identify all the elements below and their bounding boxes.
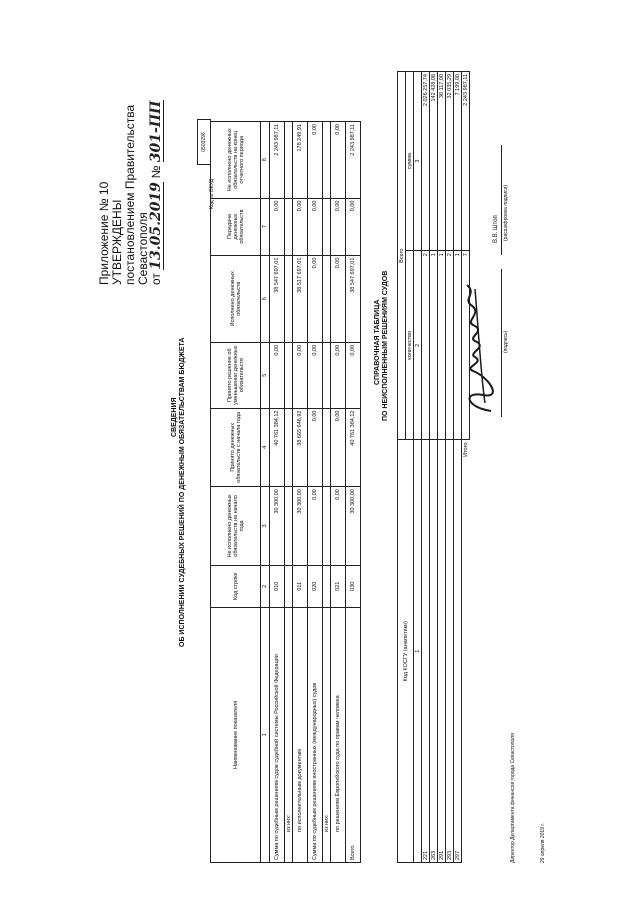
row-code: 011 <box>293 565 308 607</box>
name-caption: (расшифровка подписи) <box>503 184 509 241</box>
row-c3: 30 300,00 <box>293 487 308 566</box>
table-row <box>446 72 454 863</box>
approval-line-3: постановлением Правительства <box>123 104 137 285</box>
okud-label: Код по ОКУД <box>209 179 215 209</box>
name-line <box>501 145 502 255</box>
table-row <box>323 122 331 863</box>
row-name: из них: <box>285 607 293 862</box>
row-code: 010 <box>270 565 285 607</box>
row-c7: 0,00 <box>346 198 361 255</box>
row-c6: 38 547 697,01 <box>270 255 285 342</box>
header-col5: Принято решение об уменьшении денежных обязательств <box>211 342 261 408</box>
row-c5: 0,00 <box>308 342 323 408</box>
ref-header-row <box>398 72 406 863</box>
row-c6: 38 517 697,01 <box>293 255 308 342</box>
colnum: 2 <box>414 251 422 440</box>
ref-subtitle: ПО НЕИСПОЛНЕННЫМ РЕШЕНИЯМ СУДОВ <box>382 270 389 421</box>
row-name: по решениям Европейского суда по правам человека <box>331 607 346 862</box>
colnum: 5 <box>261 342 270 408</box>
signature-image <box>455 277 501 417</box>
approval-number: 301-ПП <box>148 100 164 163</box>
table-row <box>308 122 323 863</box>
date-prefix: от <box>149 273 163 285</box>
ref-sum: 2 026 257,74 <box>422 72 430 251</box>
colnum: 7 <box>261 198 270 255</box>
ref-sum: 32 035,29 <box>446 72 454 251</box>
ref-code: 291 <box>438 440 446 863</box>
ref-qty: 1 <box>454 251 462 440</box>
table-row <box>346 122 361 863</box>
header-name: Наименование показателя <box>211 607 261 862</box>
row-name: Сумма по судебным решениям судов судебной системы Российской Федерации <box>270 607 285 862</box>
ref-total-qty: 7 <box>462 251 470 440</box>
header-col4: Принято денежных обязательств с начала года <box>211 408 261 487</box>
row-c3: 0,00 <box>308 487 323 566</box>
header-col6: Исполнено денежных обязательств <box>211 255 261 342</box>
table-row <box>270 122 285 863</box>
row-name: по исполнительным документам <box>293 607 308 862</box>
approval-line-2: УТВЕРЖДЕНЫ <box>110 199 124 285</box>
row-code: 021 <box>331 565 346 607</box>
row-c8: 0,00 <box>331 122 346 199</box>
signature-line <box>501 269 502 417</box>
report-date: 29 апреля 2019 г. <box>540 823 546 863</box>
header-col8: Не исполнено денежных обязательств на конец отчетного периода <box>211 122 261 199</box>
main-table <box>210 121 361 863</box>
row-c8: 2 243 987,11 <box>270 122 285 199</box>
row-c5: 0,00 <box>270 342 285 408</box>
signatory-name: В.В. Штоп <box>493 215 499 243</box>
row-c4: 40 761 384,12 <box>346 408 361 487</box>
ref-total-label: Итого <box>462 440 470 863</box>
row-c7: 0,00 <box>331 198 346 255</box>
ref-qty: 2 <box>422 251 430 440</box>
number-prefix: № <box>149 165 163 179</box>
row-c8: 0,00 <box>308 122 323 199</box>
table-row <box>422 72 430 863</box>
okud-code: 0503296 <box>197 119 211 165</box>
row-c3: 0,00 <box>331 487 346 566</box>
approval-line-1: Приложение № 10 <box>97 181 111 285</box>
ref-table <box>397 71 470 863</box>
row-c4: 0,00 <box>331 408 346 487</box>
ref-qty: 1 <box>438 251 446 440</box>
colnum: 1 <box>261 607 270 862</box>
ref-header-qty: количество <box>406 251 414 440</box>
row-c7: 0,00 <box>270 198 285 255</box>
report-title: СВЕДЕНИЯ <box>171 397 178 437</box>
ref-header-kosgu: Код КОСГУ (аналитики) <box>398 440 414 863</box>
row-c7: 0,00 <box>308 198 323 255</box>
row-c4: 40 761 384,12 <box>270 408 285 487</box>
row-c3: 30 300,00 <box>270 487 285 566</box>
approval-line-4: Севастополя <box>136 212 150 285</box>
signature-caption: (подпись) <box>503 330 509 353</box>
ref-code: 221 <box>422 440 430 863</box>
header-col7: Передача денежных обязательств <box>211 198 261 255</box>
row-code: 020 <box>308 565 323 607</box>
ref-qty: 1 <box>430 251 438 440</box>
colnum: 4 <box>261 408 270 487</box>
row-c3: 30 300,00 <box>346 487 361 566</box>
ref-total-row <box>462 72 470 863</box>
colnum: 3 <box>414 72 422 251</box>
ref-total-sum: 2 243 987,11 <box>462 72 470 251</box>
table-row <box>454 72 462 863</box>
row-name: Всего <box>346 607 361 862</box>
row-code: 030 <box>346 565 361 607</box>
ref-title: СПРАВОЧНАЯ ТАБЛИЦА <box>374 299 381 385</box>
colnum: 3 <box>261 487 270 566</box>
table-row <box>285 122 293 863</box>
colnum: 1 <box>414 440 422 863</box>
row-c5: 0,00 <box>293 342 308 408</box>
main-colnum-row <box>261 122 270 863</box>
row-c7: 0,00 <box>293 198 308 255</box>
ref-code: 293 <box>446 440 454 863</box>
colnum: 8 <box>261 122 270 199</box>
ref-code: 297 <box>454 440 462 863</box>
director-label: Директор Департамента финансов города Севастополя <box>510 733 516 863</box>
ref-code: 263 <box>430 440 438 863</box>
row-name: Сумма по судебным решениям иностранных (международных) судов <box>308 607 323 862</box>
ref-colnum-row <box>414 72 422 863</box>
row-c4: 38 665 646,92 <box>293 408 308 487</box>
row-name: из них: <box>323 607 331 862</box>
row-c8: 2 243 987,11 <box>346 122 361 199</box>
table-row <box>430 72 438 863</box>
colnum: 2 <box>261 565 270 607</box>
report-subtitle: ОБ ИСПОЛНЕНИИ СУДЕБНЫХ РЕШЕНИЙ ПО ДЕНЕЖНЫМ ОБЯЗАТЕЛЬСТВАМ БЮДЖЕТА <box>179 337 186 647</box>
row-c5: 0,00 <box>346 342 361 408</box>
header-col3: Не исполнено денежных обязательств на начало года <box>211 487 261 566</box>
approval-date: 13.05.2019 <box>148 182 164 270</box>
table-row <box>331 122 346 863</box>
row-c8: 178 249,91 <box>293 122 308 199</box>
ref-sum: 7 199,00 <box>454 72 462 251</box>
table-row <box>438 72 446 863</box>
main-header-row <box>211 122 261 863</box>
ref-sum: 36 117,00 <box>438 72 446 251</box>
row-c6: 38 547 697,01 <box>346 255 361 342</box>
row-c4: 0,00 <box>308 408 323 487</box>
row-c5: 0,00 <box>331 342 346 408</box>
ref-sum: 142 428,08 <box>430 72 438 251</box>
approval-date-line <box>150 100 164 285</box>
ref-header-total: Всего <box>398 72 406 440</box>
row-c6: 0,00 <box>308 255 323 342</box>
header-code: Код строки <box>211 565 261 607</box>
ref-qty: 2 <box>446 251 454 440</box>
ref-header-sum: сумма <box>406 72 414 251</box>
row-c6: 0,00 <box>331 255 346 342</box>
colnum: 6 <box>261 255 270 342</box>
table-row <box>293 122 308 863</box>
